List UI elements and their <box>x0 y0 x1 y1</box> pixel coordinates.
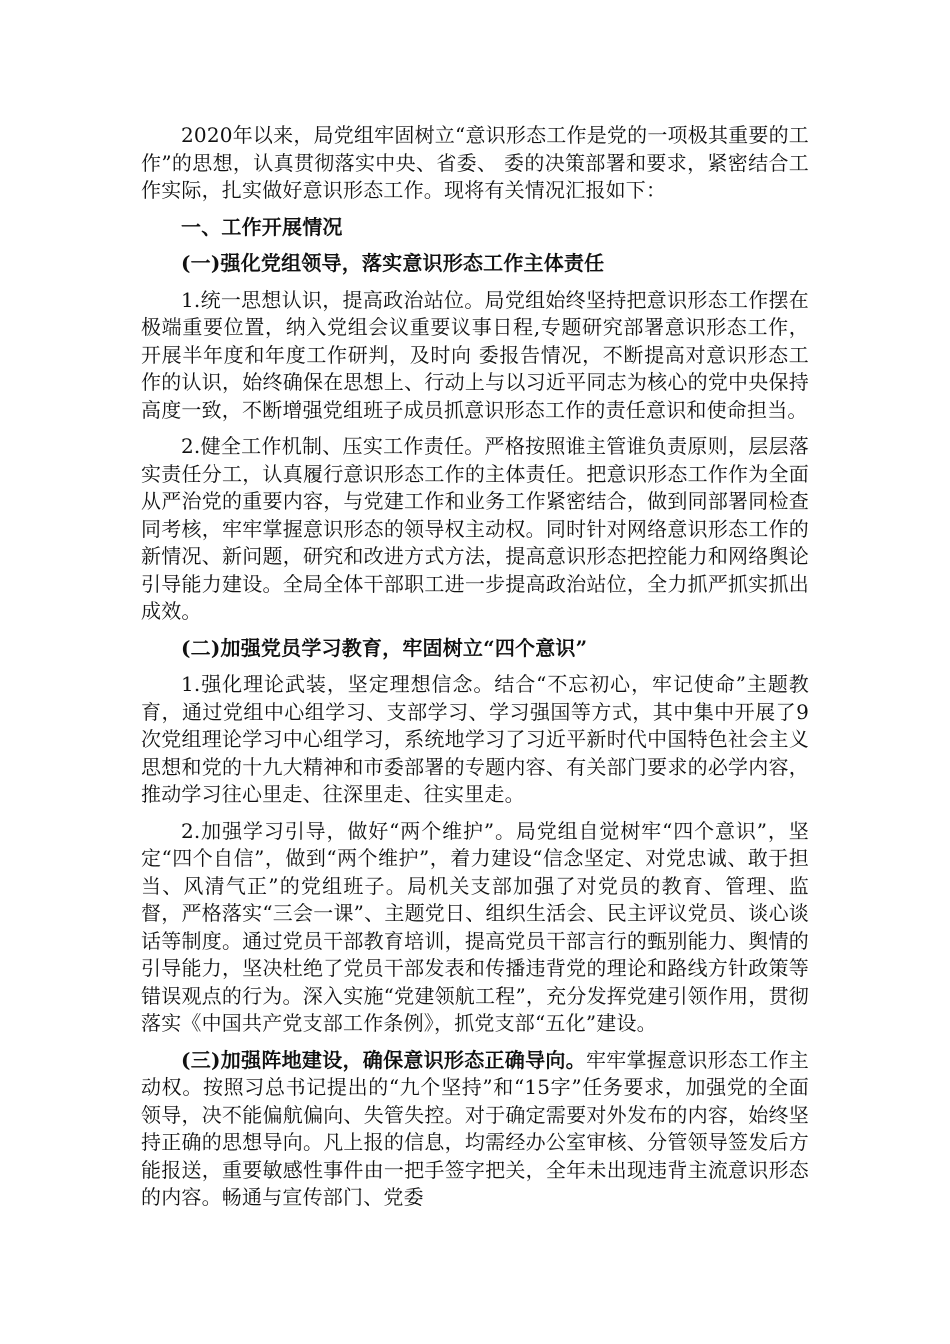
subsection-heading-1: (一)强化党组领导，落实意识形态工作主体责任 <box>181 251 605 275</box>
paragraph-2-2: 2.加强学习引导，做好“两个维护”。局党组自觉树牢“四个意识”，坚定“四个自信”，做到“两个维护”，着力建设“信念坚定、对党忠诚、敢于担当、风清气正”的党组班子。局机关支部加强了对党员的教育、管理、监督，严格落实“三会一课”、主题党日、组织生活会、民主评议党员、谈心谈话等制度。通过党员干部教育培训，提高党员干部言行的甄别能力、舆情的引导能力，坚决杜绝了党员干部发表和传播违背党的理论和路线方针政策等错误观点的行为。深入实施“党建领航工程”，充分发挥党建引领作用，贯彻落实《中国共产党支部工作条例》，抓党支部“五化”建设。 <box>141 818 809 1035</box>
document-body <box>141 122 809 1221</box>
paragraph-1-1: 1.统一思想认识，提高政治站位。局党组始终坚持把意识形态工作摆在极端重要位置，纳入党组会议重要议事日程,专题研究部署意识形态工作，开展半年度和年度工作研判，及时向 委报告情况，不断提高对意识形态工作的认识，始终确保在思想上、行动上与以习近平同志为核心的党中央保持高度一致，不断增强党组班子成员抓意识形态工作的责任意识和使命担当。 <box>141 287 809 422</box>
paragraph-1-2: 2.健全工作机制、压实工作责任。严格按照谁主管谁负责原则，层层落实责任分工，认真履行意识形态工作的主体责任。把意识形态工作作为全面从严治党的重要内容，与党建工作和业务工作紧密结合，做到同部署同检查同考核，牢牢掌握意识形态的领导权主动权。同时针对网络意识形态工作的新情况、新问题，研究和改进方式方法，提高意识形态把控能力和网络舆论引导能力建设。全局全体干部职工进一步提高政治站位，全力抓严抓实抓出成效。 <box>141 434 809 623</box>
section-heading: 一、工作开展情况 <box>181 214 343 239</box>
subsection-heading-2: (二)加强党员学习教育，牢固树立“四个意识” <box>181 635 588 660</box>
intro-paragraph: 2020年以来，局党组牢固树立“意识形态工作是党的一项极其重要的工作”的思想，认真贯彻落实中央、省委、 委的决策部署和要求，紧密结合工作实际，扎实做好意识形态工作。现将有关情况汇报如下： <box>141 123 809 202</box>
subsection-heading-3: (三)加强阵地建设，确保意识形态正确导向。 <box>181 1047 586 1072</box>
paragraph-2-1: 1.强化理论武装，坚定理想信念。结合“不忘初心，牢记使命”主题教育，通过党组中心组学习、支部学习、学习强国等方式，其中集中开展了9次党组理论学习中心组学习，系统地学习了习近平新时代中国特色社会主义思想和党的十九大精神和市委部署的专题内容、有关部门要求的必学内容，推动学习往心里走、往深里走、往实里走。 <box>141 672 809 806</box>
paragraph-3 <box>141 1047 809 1212</box>
paragraph-3-body: 牢牢掌握意识形态工作主动权。按照习总书记提出的“九个坚持”和“15字”任务要求，加强党的全面领导，决不能偏航偏向、失管失控。对于确定需要对外发布的内容，始终坚持正确的思想导向。凡上报的信息，均需经办公室审核、分管领导签发后方能报送，重要敏感性事件由一把手签字把关，全年未出现违背主流意识形态的内容。畅通与宣传部门、党委 <box>141 1047 809 1209</box>
